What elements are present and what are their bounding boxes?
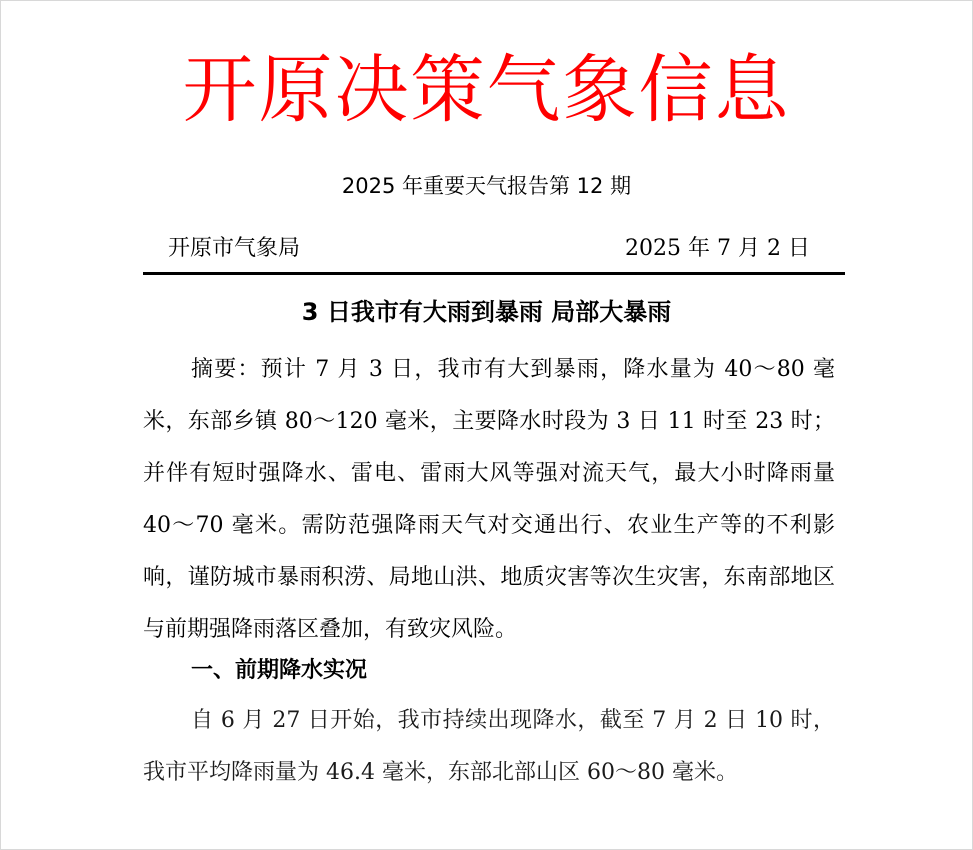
issue-date: 2025 年 7 月 2 日 [625,236,810,261]
header-divider [143,272,845,275]
issuer-name: 开原市气象局 [168,236,301,261]
precipitation-paragraph: 自 6 月 27 日开始，我市持续出现降水，截至 7 月 2 日 10 时，我市平均降雨量为 46.4 毫米，东部北部山区 60～80 毫米。 [143,708,835,785]
masthead-title: 开原决策气象信息 [182,47,791,133]
issue-line: 2025 年重要天气报告第 12 期 [341,174,632,198]
article-headline: 3 日我市有大雨到暴雨 局部大暴雨 [301,298,672,326]
section-heading-precipitation: 一、前期降水实况 [191,657,368,683]
summary-paragraph: 摘要：预计 7 月 3 日，我市有大到暴雨，降水量为 40～80 毫米，东部乡镇 80～120 毫米，主要降水时段为 3 日 11 时至 23 时；并伴有短时强降水、雷电、雷雨大风等强对流天气，最大小时降雨量 40～70 毫米。需防范强降雨天气对交通出行、农业生产等的不利影响，谨防城市暴雨积涝、局地山洪、地质灾害等次生灾害，东南部地区与前期强降雨落区叠加，有致灾风险。 [143,357,835,642]
